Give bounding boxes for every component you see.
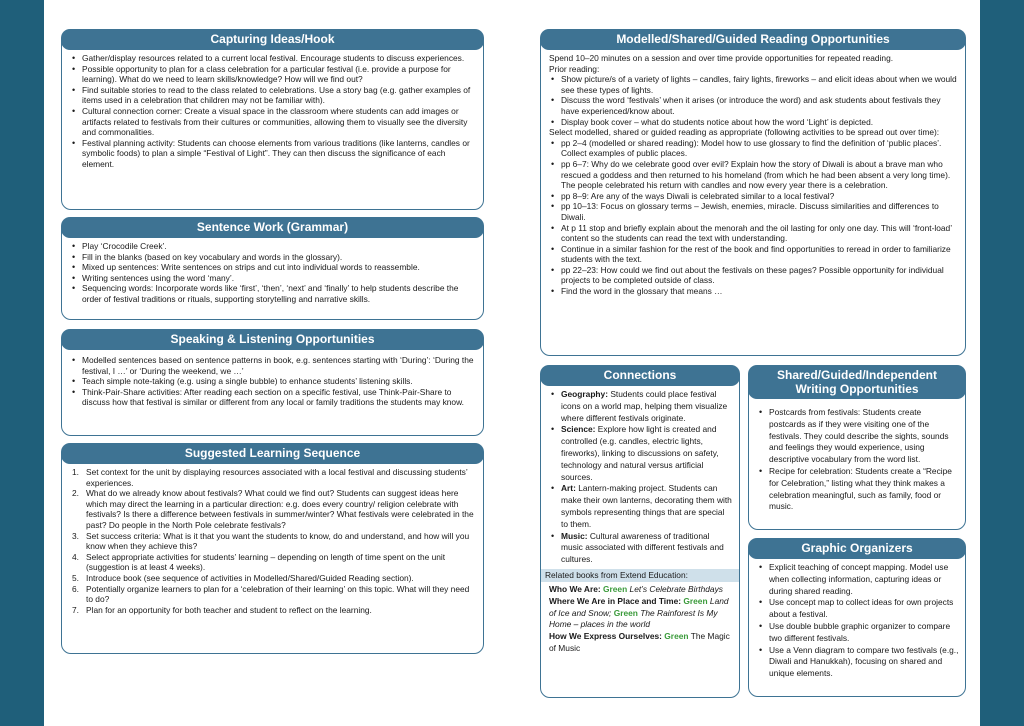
list-item: • Use concept map to collect ideas for own projects about a festival. (757, 597, 959, 621)
related-book-entry: How We Express Ourselves: Green The Magic of Music (549, 631, 730, 653)
reading-opportunities-title: Modelled/Shared/Guided Reading Opportunities (540, 29, 966, 50)
list-item: • Science: Explore how light is created and controlled (e.g. candles, electric lights, fireworks), linking to discussions on safety, technology and natural versus artificial sources. (549, 424, 733, 483)
list-item: • Continue in a similar fashion for the rest of the book and find opportunities to reread in order to familiarize students with the text. (549, 244, 959, 265)
list-item: • Writing sentences using the word ‘many’. (70, 273, 477, 284)
speaking-listening-panel (61, 330, 484, 436)
related-book-entry: Where We Are in Place and Time: Green Land of Ice and Snow; Green The Rainforest Is My Home – places in the world (549, 595, 729, 630)
speaking-listening-list (70, 355, 477, 408)
list-item: • pp 22–23: How could we find out about the festivals on these pages? Possible opportunity for individual projects to be completed outside of class. (549, 265, 959, 286)
list-item: 4. Select appropriate activities for students’ learning – depending on length of time spent on the unit (suggestion is at least 4 weeks). (72, 551, 446, 573)
list-item: • Explicit teaching of concept mapping. Model use when collecting information, capturing ideas or during shared reading. (757, 562, 959, 597)
list-item: • Possible opportunity to plan for a class celebration for a particular festival (i.e. provide a purpose for learning). What do we need to learn skills/knowledge? How will we find out? (70, 64, 477, 85)
right-border-strip (980, 0, 1024, 726)
connections-panel (540, 366, 740, 698)
list-item: • Find the word in the glossary that means … (549, 286, 959, 297)
learning-sequence-title: Suggested Learning Sequence (61, 443, 484, 464)
list-item: • Gather/display resources related to a current local festival. Encourage students to discuss experiences. (70, 53, 477, 64)
connections-body (545, 389, 733, 655)
sentence-work-panel (61, 218, 484, 320)
list-item: • pp 10–13: Focus on glossary terms – Jewish, enemies, miracle. Discuss similarities and differences to Diwali. (549, 201, 959, 222)
capturing-ideas-title: Capturing Ideas/Hook (61, 29, 484, 50)
list-item: • Show picture/s of a variety of lights – candles, fairy lights, fireworks – and elicit ideas about when we would see these types of lights. (549, 74, 959, 95)
select-reading-label: Select modelled, shared or guided reading as appropriate (following activities to be spread out over time): (549, 127, 940, 138)
writing-opportunities-list (757, 407, 959, 513)
prior-reading-list (549, 74, 959, 127)
list-item: • Mixed up sentences: Write sentences on strips and cut into individual words to reassemble. (70, 262, 477, 273)
list-item: • Teach simple note-taking (e.g. using a single bubble) to enhance students’ listening skills. (70, 376, 477, 387)
list-item: • Display book cover – what do students notice about how the word ‘Light’ is depicted. (549, 117, 959, 128)
list-item: • Find suitable stories to read to the class related to celebrations. Use a story bag (e.g. gather examples of items used in a celebration that children may not be familiar with). (70, 85, 477, 106)
list-item: • Festival planning activity: Students can choose elements from various traditions (like lanterns, candles or symbolic foods) to plan a simple “Festival of Light”. They can then discuss the significance of each element. (70, 138, 477, 170)
reading-intro: Spend 10–20 minutes on a session and over time provide opportunities for repeated reading. (549, 53, 894, 63)
learning-sequence-panel (61, 444, 484, 654)
graphic-organizers-panel (748, 539, 966, 697)
list-item: • Use a Venn diagram to compare two festivals (e.g., Diwali and Hanukkah), focusing on shared and unique elements. (757, 645, 959, 680)
connections-title: Connections (540, 365, 740, 386)
list-item: • Use double bubble graphic organizer to compare two different festivals. (757, 621, 959, 645)
list-item: • pp 2–4 (modelled or shared reading): Model how to use glossary to find the definition of ‘public places’. Collect examples of public places. (549, 138, 959, 159)
list-item: • At p 11 stop and briefly explain about the menorah and the oil lasting for only one day. This will ‘front-load’ content so the students can read the text with understanding. (549, 223, 959, 244)
writing-opportunities-panel (748, 366, 966, 530)
learning-sequence-list (70, 467, 477, 615)
graphic-organizers-title: Graphic Organizers (748, 538, 966, 559)
list-item: • Play ‘Crocodile Creek’. (70, 241, 477, 252)
sentence-work-title: Sentence Work (Grammar) (61, 217, 484, 238)
related-books-label: Related books from Extend Education: (541, 569, 739, 582)
list-item: • Cultural connection corner: Create a visual space in the classroom where students can add images or artifacts related to festivals from their cultures or communities, allowing them to visually see the diversity and commonalities. (70, 106, 477, 138)
capturing-ideas-panel (61, 30, 484, 210)
list-item: 1. Set context for the unit by displaying resources associated with a local festival and discussing students’ experiences. (72, 467, 468, 488)
list-item: 2. What do we already know about festivals? What could we find out? Students can suggest ideas here which may direct the learning in a particular direction: e.g. does every country/ religion celebrate with festivals? Is there a difference between festivals in summer/winter? What festivals were celebrated in the past? Do people in the North Pole celebrate festivals? (72, 488, 474, 530)
list-item: 5. Introduce book (see sequence of activities in Modelled/Shared/Guided Reading section). (72, 572, 414, 583)
list-item: • Music: Cultural awareness of traditional music associated with different festivals and cultures. (549, 531, 733, 566)
speaking-listening-title: Speaking & Listening Opportunities (61, 329, 484, 350)
graphic-organizers-list (757, 562, 959, 680)
prior-reading-label: Prior reading: (549, 63, 600, 74)
list-item: • Sequencing words: Incorporate words like ‘first’, ‘then’, ‘next’ and ‘finally’ to help students describe the order of festival traditions or rituals, supporting storytelling and narrative skills. (70, 283, 477, 304)
list-item: 3. Set success criteria: What is it that you want the students to know, do and understand, and how will you know when they achieve this? (72, 530, 470, 552)
related-book-entry: Who We Are: Green Let’s Celebrate Birthdays (549, 583, 723, 594)
reading-opportunities-panel (540, 30, 966, 356)
list-item: • Think-Pair-Share activities: After reading each section on a specific festival, use Think-Pair-Share to discuss how that festival is similar or different from any local or family traditions the students may know. (70, 387, 477, 408)
list-item: • Fill in the blanks (based on key vocabulary and words in the glossary). (70, 252, 477, 263)
list-item: • Art: Lantern-making project. Students can make their own lanterns, decorating them with symbols representing things that are special to them. (549, 483, 733, 530)
list-item: 7. Plan for an opportunity for both teacher and student to reflect on the learning. (72, 604, 372, 615)
list-item: • Modelled sentences based on sentence patterns in book, e.g. sentences starting with ‘During’: ‘During the festival, I …’ or ‘During the weekend, we …’ (70, 355, 477, 376)
connections-list (549, 389, 733, 566)
list-item: • pp 6–7: Why do we celebrate good over evil? Explain how the story of Diwali is about a brave man who rescued a goddess and then returned to his homeland (from which he had been absent a very long time). The people celebrated his return with candles and now every year there is a celebration. (549, 159, 959, 191)
list-item: • Discuss the word ‘festivals’ when it arises (or introduce the word) and ask students about festivals they have experienced/know about. (549, 95, 959, 116)
list-item: 6. Potentially organize learners to plan for a ‘celebration of their learning’ on this topic. What will they need to do? (72, 583, 470, 605)
list-item: • Recipe for celebration: Students create a “Recipe for Celebration,” listing what they think makes a celebration meaningful, such as family, food or music. (757, 466, 959, 513)
select-reading-list (549, 138, 959, 297)
left-border-strip (0, 0, 44, 726)
writing-opportunities-title: Shared/Guided/Independent Writing Opportunities (748, 365, 966, 399)
list-item: • Geography: Students could place festival icons on a world map, helping them visualize where different festivals originate. (549, 389, 733, 424)
sentence-work-list (70, 241, 477, 305)
list-item: • Postcards from festivals: Students create postcards as if they were visiting one of the festivals. They could describe the sights, sounds and feelings they would experience, using descriptive vocabulary from the word list. (757, 407, 959, 466)
reading-opportunities-body (549, 53, 959, 297)
list-item: • pp 8–9: Are any of the ways Diwali is celebrated similar to a local festival? (549, 191, 959, 202)
capturing-ideas-list (70, 53, 477, 170)
